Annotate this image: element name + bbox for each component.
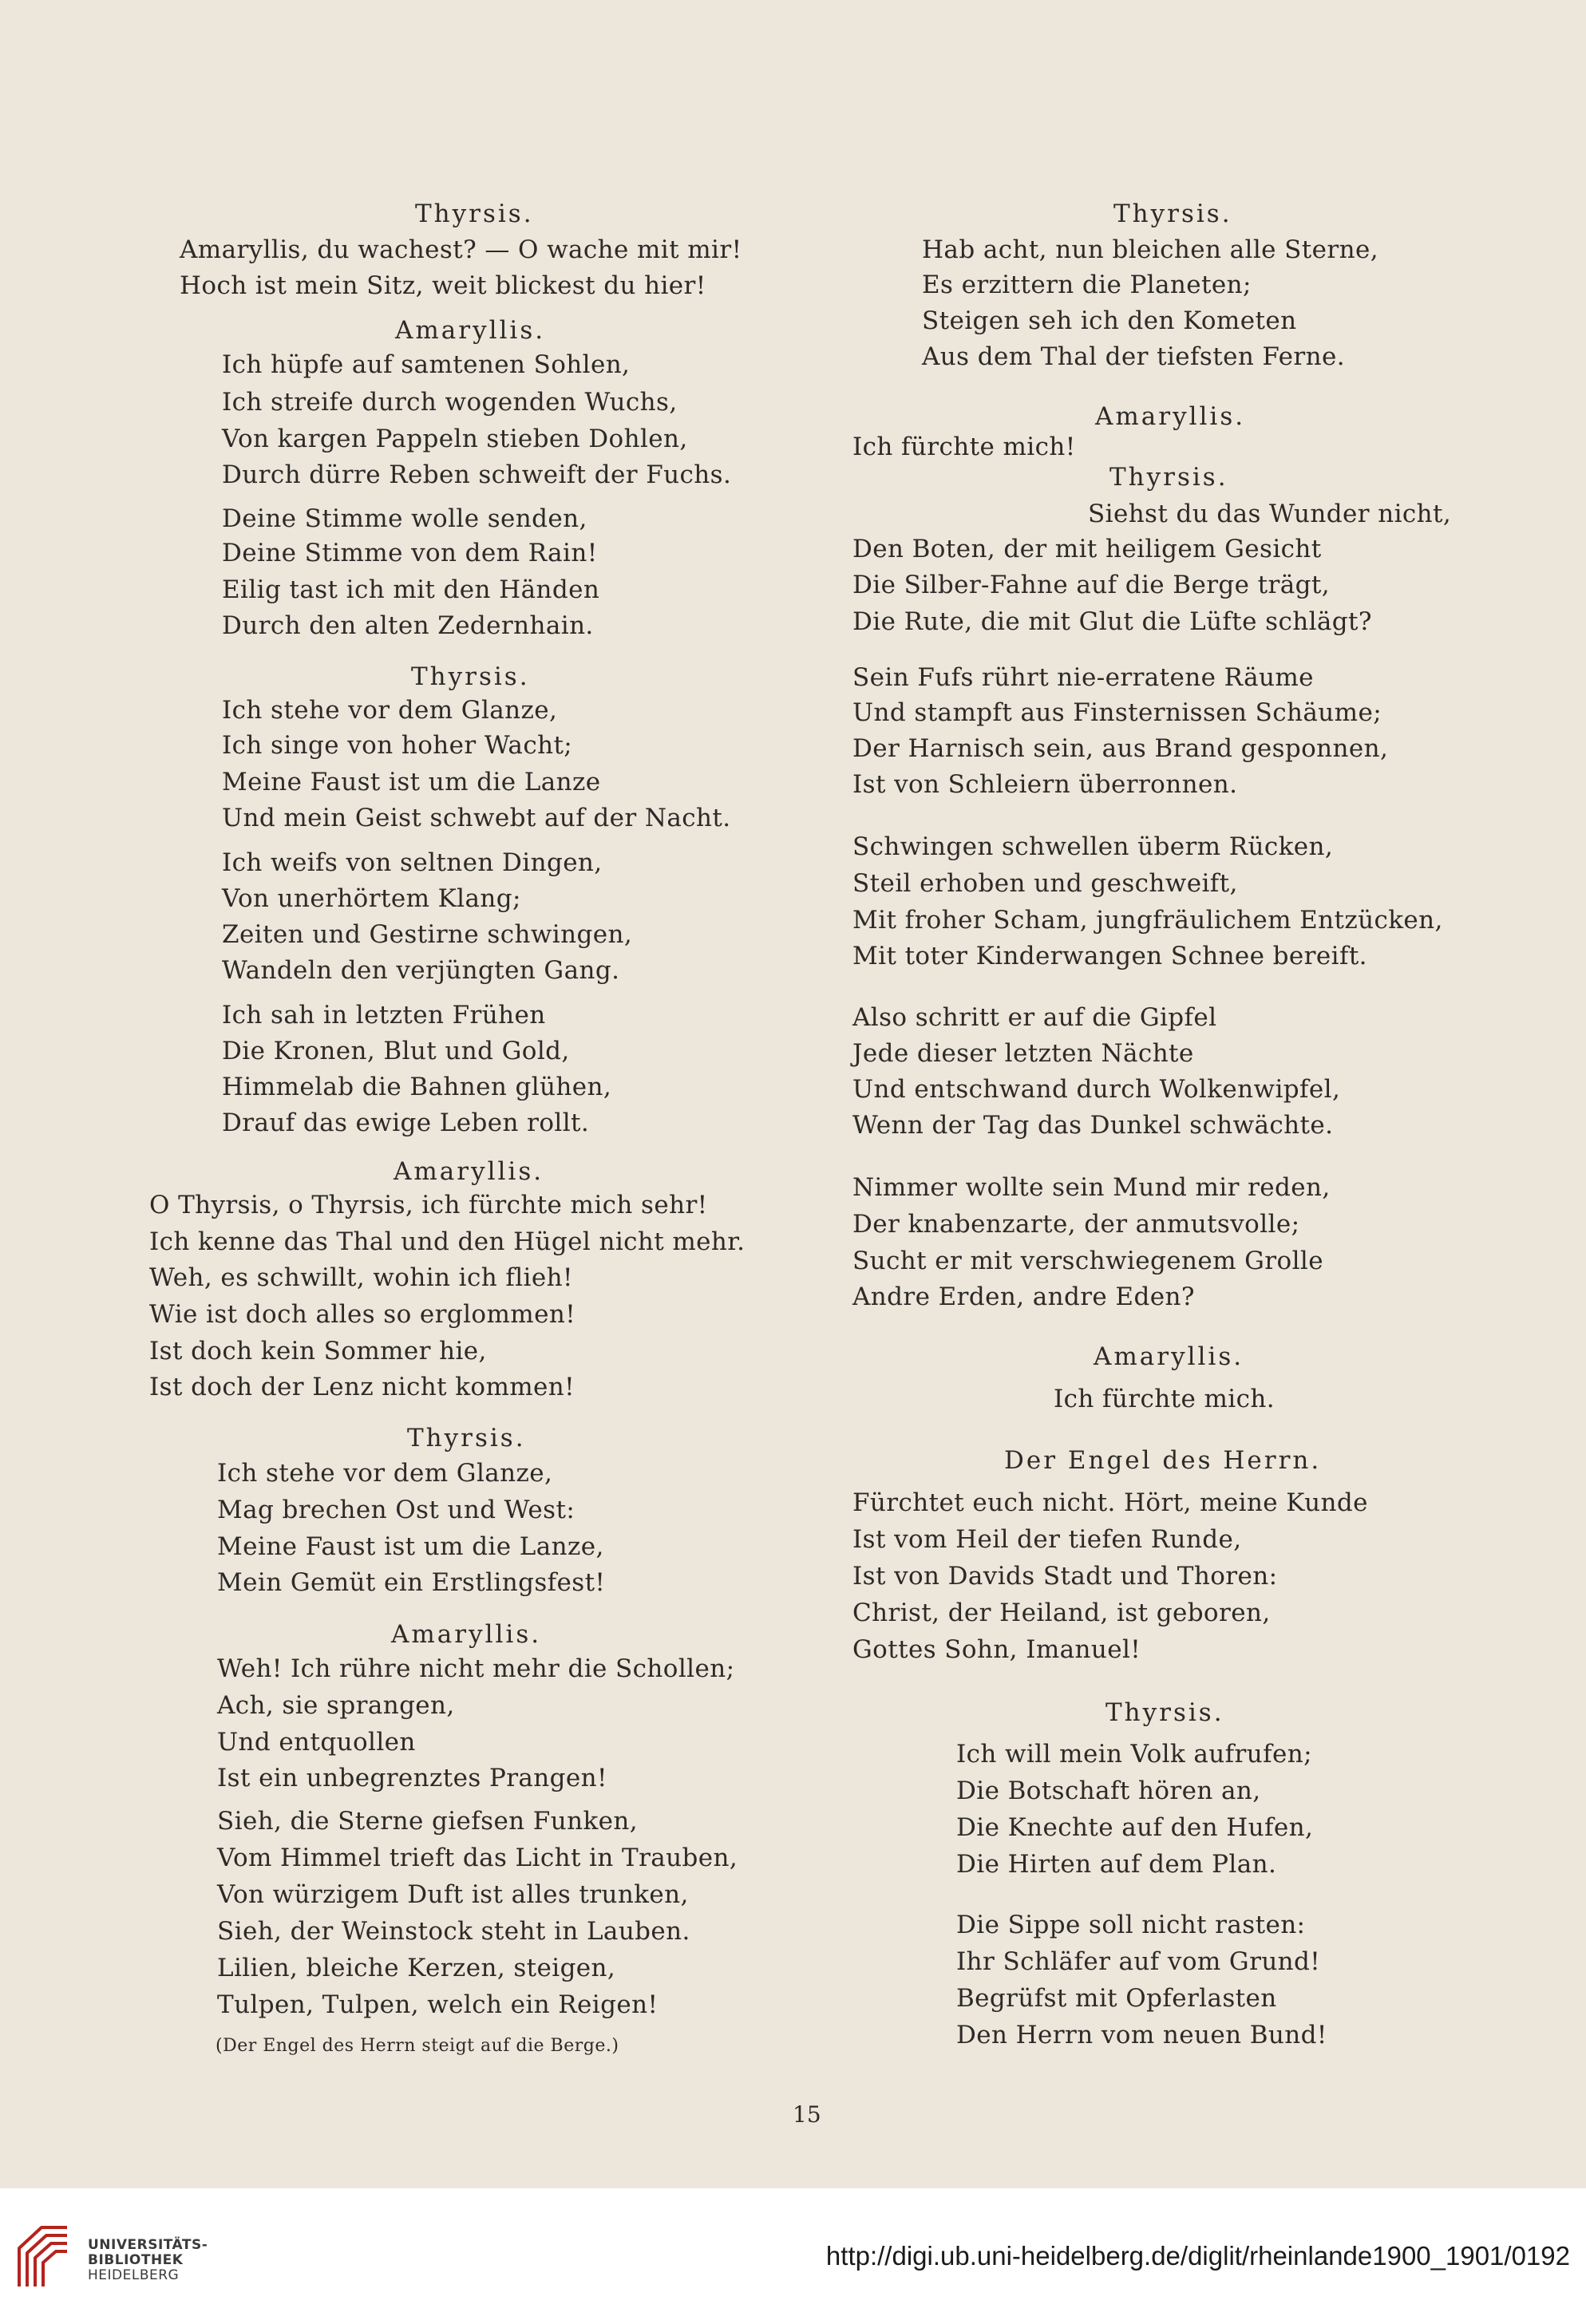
verse-line: Sieh, die Sterne giefsen Funken, bbox=[217, 1807, 638, 1836]
verse-line: Ihr Schläfer auf vom Grund! bbox=[956, 1947, 1321, 1976]
verse-line: Zeiten und Gestirne schwingen, bbox=[222, 920, 633, 949]
verse-line: Ich streife durch wogenden Wuchs, bbox=[222, 388, 678, 417]
verse-line: Ich fürchte mich! bbox=[852, 433, 1076, 461]
verse-line: Mag brechen Ost und West: bbox=[217, 1496, 575, 1524]
verse-line: Mit toter Kinderwangen Schnee bereift. bbox=[852, 942, 1367, 970]
speaker-name: Der Engel des Herrn. bbox=[1004, 1446, 1322, 1475]
verse-line: Und entquollen bbox=[217, 1728, 416, 1757]
verse-line: Von unerhörtem Klang; bbox=[222, 884, 521, 913]
library-name-line: UNIVERSITÄTS- bbox=[88, 2237, 208, 2253]
verse-line: Ach, sie sprangen, bbox=[217, 1691, 455, 1720]
verse-line: Deine Stimme von dem Rain! bbox=[222, 539, 598, 567]
verse-line: Durch den alten Zedernhain. bbox=[222, 611, 594, 640]
viewer-footer bbox=[0, 2188, 1586, 2324]
verse-line: Mein Gemüt ein Erstlingsfest! bbox=[217, 1568, 606, 1597]
verse-line: Den Boten, der mit heiligem Gesicht bbox=[852, 535, 1322, 563]
verse-line: Eilig tast ich mit den Händen bbox=[222, 575, 600, 604]
verse-line: Hoch ist mein Sitz, weit blickest du hier! bbox=[180, 271, 706, 300]
verse-line: Ist vom Heil der tiefen Runde, bbox=[852, 1525, 1242, 1554]
verse-line: Amaryllis, du wachest? — O wache mit mir! bbox=[180, 235, 742, 264]
verse-line: Die Silber-Fahne auf die Berge trägt, bbox=[852, 571, 1330, 599]
verse-line: Von würzigem Duft ist alles trunken, bbox=[217, 1880, 689, 1909]
verse-line: Ich stehe vor dem Glanze, bbox=[222, 696, 558, 725]
verse-line: Ist ein unbegrenztes Prangen! bbox=[217, 1764, 607, 1792]
verse-line: Ist von Davids Stadt und Thoren: bbox=[852, 1562, 1278, 1591]
speaker-name: Thyrsis. bbox=[1105, 1698, 1224, 1727]
verse-line: Also schritt er auf die Gipfel bbox=[852, 1003, 1217, 1032]
verse-line: Schwingen schwellen überm Rücken, bbox=[852, 832, 1334, 861]
verse-line: Andre Erden, andre Eden? bbox=[852, 1283, 1195, 1311]
verse-line: Jede dieser letzten Nächte bbox=[852, 1039, 1194, 1068]
stage-direction: (Der Engel des Herrn steigt auf die Berge.) bbox=[216, 2036, 619, 2056]
verse-line: Steil erhoben und geschweift, bbox=[852, 869, 1238, 898]
verse-line: Ich will mein Volk aufrufen; bbox=[956, 1740, 1312, 1769]
verse-line: Begrüfst mit Opferlasten bbox=[956, 1984, 1277, 2013]
verse-line: Die Sippe soll nicht rasten: bbox=[956, 1911, 1306, 1939]
verse-line: Aus dem Thal der tiefsten Ferne. bbox=[922, 342, 1345, 371]
verse-line: Sein Fufs rührt nie-erratene Räume bbox=[852, 663, 1314, 692]
verse-line: Mit froher Scham, jungfräulichem Entzücken, bbox=[852, 906, 1443, 935]
verse-line: Die Knechte auf den Hufen, bbox=[956, 1813, 1314, 1842]
speaker-name: Amaryllis. bbox=[391, 1620, 542, 1649]
document-url[interactable]: http://digi.ub.uni-heidelberg.de/diglit/rheinlande1900_1901/0192 bbox=[825, 2241, 1570, 2271]
verse-line: Tulpen, Tulpen, welch ein Reigen! bbox=[217, 1990, 659, 2019]
verse-line: Und entschwand durch Wolkenwipfel, bbox=[852, 1075, 1341, 1104]
verse-line: Weh! Ich rühre nicht mehr die Schollen; bbox=[217, 1654, 735, 1683]
verse-line: Meine Faust ist um die Lanze, bbox=[217, 1532, 604, 1561]
speaker-name: Thyrsis. bbox=[415, 200, 534, 228]
verse-line: Es erzittern die Planeten; bbox=[922, 271, 1252, 299]
library-name-line: HEIDELBERG bbox=[88, 2267, 180, 2283]
verse-line: Meine Faust ist um die Lanze bbox=[222, 768, 601, 796]
speaker-name: Amaryllis. bbox=[394, 1157, 544, 1186]
verse-line: Die Hirten auf dem Plan. bbox=[956, 1850, 1277, 1879]
verse-line: Ich kenne das Thal und den Hügel nicht mehr. bbox=[149, 1227, 746, 1256]
verse-line: Der Harnisch sein, aus Brand gesponnen, bbox=[852, 734, 1389, 763]
verse-line: Drauf das ewige Leben rollt. bbox=[222, 1109, 590, 1137]
verse-line: Durch dürre Reben schweift der Fuchs. bbox=[222, 460, 732, 489]
verse-line: Sieh, der Weinstock steht in Lauben. bbox=[217, 1917, 690, 1946]
verse-line: Himmelab die Bahnen glühen, bbox=[222, 1073, 612, 1101]
speaker-name: Amaryllis. bbox=[395, 316, 546, 345]
verse-line: Ist doch der Lenz nicht kommen! bbox=[149, 1373, 575, 1401]
verse-line: Sucht er mit verschwiegenem Grolle bbox=[852, 1247, 1323, 1275]
speaker-name: Thyrsis. bbox=[407, 1424, 526, 1452]
verse-line: Steigen seh ich den Kometen bbox=[922, 306, 1297, 335]
verse-line: Nimmer wollte sein Mund mir reden, bbox=[852, 1173, 1331, 1202]
verse-line: Ich weifs von seltnen Dingen, bbox=[222, 848, 603, 877]
verse-line: Von kargen Pappeln stieben Dohlen, bbox=[222, 425, 688, 453]
library-name-line: BIBLIOTHEK bbox=[88, 2252, 184, 2268]
speaker-name: Thyrsis. bbox=[1113, 200, 1232, 228]
speaker-name: Thyrsis. bbox=[411, 662, 530, 691]
page-number: 15 bbox=[793, 2101, 821, 2128]
verse-line: Hab acht, nun bleichen alle Sterne, bbox=[922, 235, 1378, 264]
verse-line: Ich hüpfe auf samtenen Sohlen, bbox=[222, 350, 631, 379]
verse-line: Ich sah in letzten Frühen bbox=[222, 1001, 546, 1030]
verse-line: Wenn der Tag das Dunkel schwächte. bbox=[852, 1111, 1334, 1140]
speaker-name: Amaryllis. bbox=[1094, 1342, 1244, 1371]
speaker-name: Amaryllis. bbox=[1095, 402, 1246, 431]
verse-line: Deine Stimme wolle senden, bbox=[222, 504, 587, 533]
verse-line: O Thyrsis, o Thyrsis, ich fürchte mich sehr! bbox=[149, 1191, 708, 1219]
verse-line: Die Kronen, Blut und Gold, bbox=[222, 1037, 570, 1065]
verse-line: Wie ist doch alles so erglommen! bbox=[149, 1300, 576, 1329]
verse-line: Und mein Geist schwebt auf der Nacht. bbox=[222, 804, 731, 832]
verse-line: Lilien, bleiche Kerzen, steigen, bbox=[217, 1954, 616, 1982]
speaker-name: Thyrsis. bbox=[1109, 463, 1228, 492]
verse-line: Vom Himmel trieft das Licht in Trauben, bbox=[217, 1844, 738, 1872]
verse-line: Ich fürchte mich. bbox=[1054, 1385, 1275, 1413]
verse-line: Fürchtet euch nicht. Hört, meine Kunde bbox=[852, 1488, 1368, 1517]
verse-line: Und stampft aus Finsternissen Schäume; bbox=[852, 698, 1382, 727]
verse-line: Wandeln den verjüngten Gang. bbox=[222, 956, 620, 985]
verse-line: Ist doch kein Sommer hie, bbox=[149, 1337, 487, 1366]
verse-line: Der knabenzarte, der anmutsvolle; bbox=[852, 1210, 1300, 1239]
verse-line: Weh, es schwillt, wohin ich flieh! bbox=[149, 1263, 573, 1292]
library-name bbox=[88, 2238, 208, 2283]
verse-line: Ich stehe vor dem Glanze, bbox=[217, 1459, 553, 1488]
verse-line: Christ, der Heiland, ist geboren, bbox=[852, 1599, 1271, 1627]
library-logo-icon bbox=[14, 2224, 72, 2290]
verse-line: Die Rute, die mit Glut die Lüfte schlägt? bbox=[852, 607, 1372, 636]
verse-line: Ist von Schleiern überronnen. bbox=[852, 770, 1238, 799]
verse-line: Die Botschaft hören an, bbox=[956, 1777, 1261, 1805]
verse-line: Den Herrn vom neuen Bund! bbox=[956, 2021, 1327, 2049]
verse-line: Siehst du das Wunder nicht, bbox=[1088, 500, 1452, 528]
verse-line: Ich singe von hoher Wacht; bbox=[222, 731, 573, 760]
verse-line: Gottes Sohn, Imanuel! bbox=[852, 1635, 1141, 1664]
